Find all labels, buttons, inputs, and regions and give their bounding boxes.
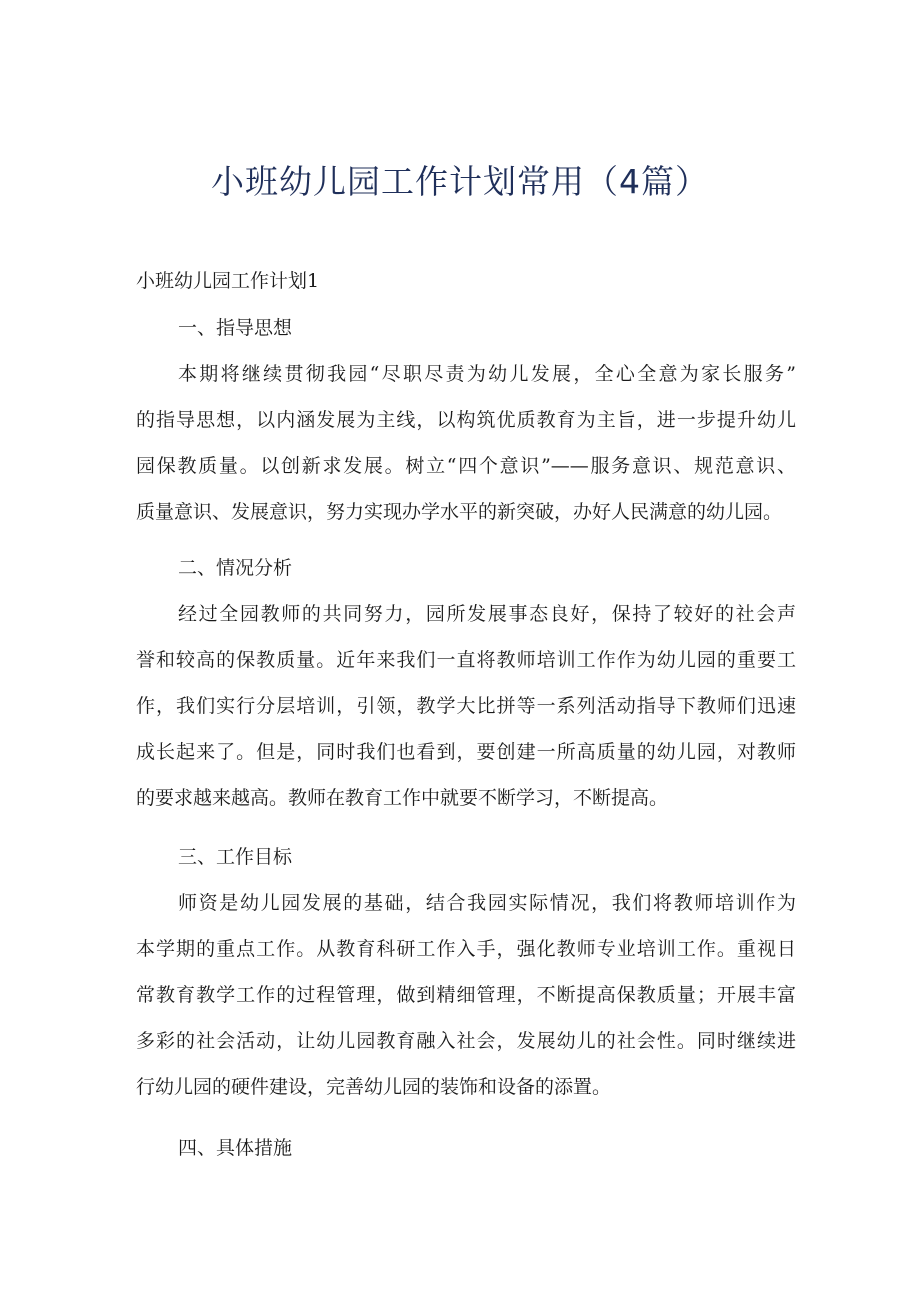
- paragraph-line: 常教育教学工作的过程管理，做到精细管理，不断提高保教质量；开展丰富: [136, 984, 796, 1006]
- paragraph-line: 师资是幼儿园发展的基础，结合我园实际情况，我们将教师培训作为: [178, 892, 796, 914]
- section-body-work-goals: [136, 888, 796, 1118]
- paragraph-line: 本学期的重点工作。从教育科研工作入手，强化教师专业培训工作。重视日: [136, 938, 796, 960]
- section-heading-situation-analysis: 二、情况分析: [178, 557, 293, 579]
- section-heading-specific-measures: 四、具体措施: [178, 1137, 293, 1159]
- plan-subtitle: 小班幼儿园工作计划1: [136, 270, 320, 292]
- paragraph-line: 誉和较高的保教质量。近年来我们一直将教师培训工作作为幼儿园的重要工: [136, 649, 796, 671]
- paragraph-line: 作，我们实行分层培训，引领，教学大比拼等一系列活动指导下教师们迅速: [136, 695, 796, 717]
- paragraph-line: 经过全园教师的共同努力，园所发展事态良好，保持了较好的社会声: [178, 603, 796, 625]
- paragraph-line: 本期将继续贯彻我园“尽职尽责为幼儿发展，全心全意为家长服务”: [178, 363, 796, 385]
- paragraph-line: 的要求越来越高。教师在教育工作中就要不断学习，不断提高。: [136, 787, 669, 809]
- section-body-situation-analysis: [136, 599, 796, 829]
- document-title: 小班幼儿园工作计划常用（4篇）: [211, 162, 709, 201]
- paragraph-line: 成长起来了。但是，同时我们也看到，要创建一所高质量的幼儿园，对教师: [136, 741, 796, 763]
- section-heading-guiding-ideology: 一、指导思想: [178, 317, 293, 339]
- paragraph-line: 多彩的社会活动，让幼儿园教育融入社会，发展幼儿的社会性。同时继续进: [136, 1030, 796, 1052]
- paragraph-line: 质量意识、发展意识，努力实现办学水平的新突破，办好人民满意的幼儿园。: [136, 501, 783, 523]
- paragraph-line: 园保教质量。以创新求发展。树立“四个意识”——服务意识、规范意识、: [136, 455, 796, 477]
- paragraph-line: 的指导思想，以内涵发展为主线，以构筑优质教育为主旨，进一步提升幼儿: [136, 409, 796, 431]
- paragraph-line: 行幼儿园的硬件建设，完善幼儿园的装饰和设备的添置。: [136, 1076, 612, 1098]
- section-body-guiding-ideology: [136, 359, 796, 543]
- section-heading-work-goals: 三、工作目标: [178, 846, 293, 868]
